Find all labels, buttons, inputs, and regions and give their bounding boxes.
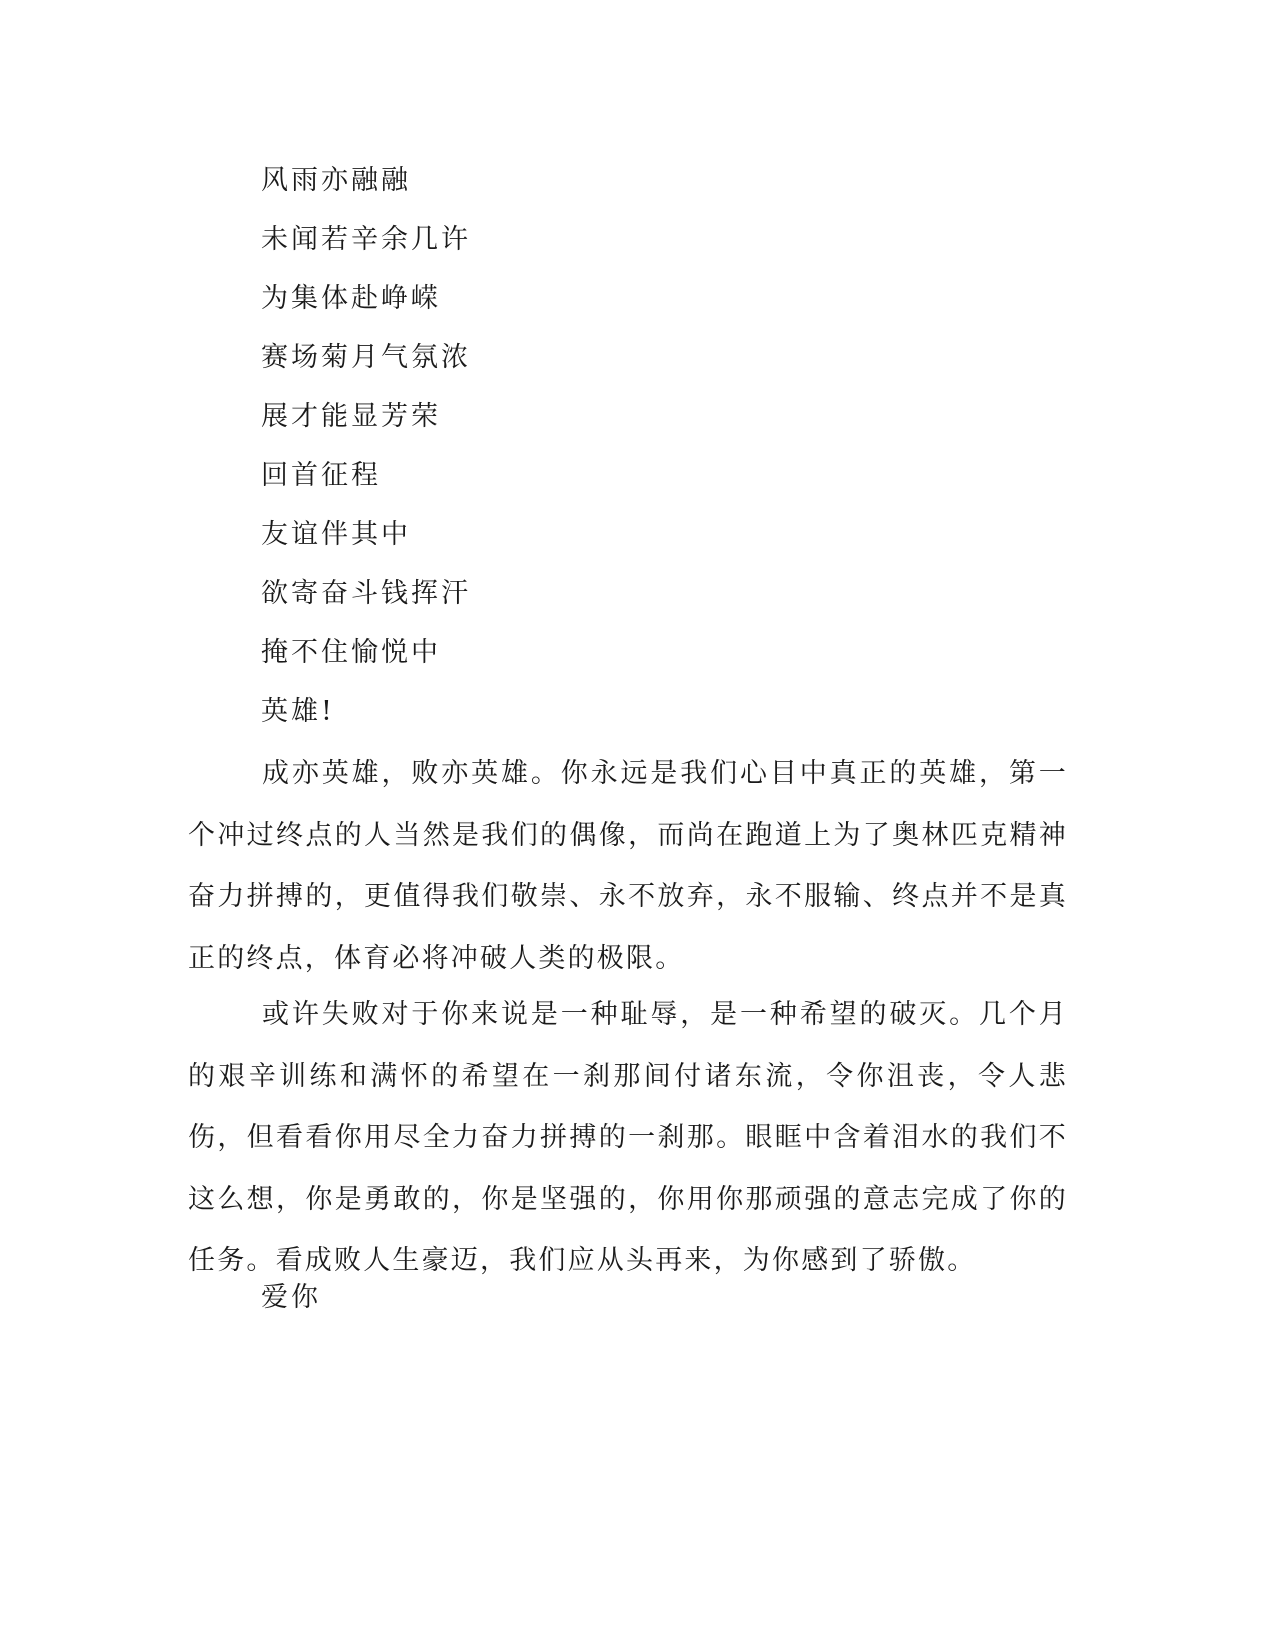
poem-line: 英雄! — [261, 696, 335, 727]
poem-line: 风雨亦融融 — [261, 165, 411, 196]
poem-line: 赛场菊月气氛浓 — [261, 342, 471, 373]
poem-line: 未闻若辛余几许 — [261, 224, 471, 255]
poem-line: 友谊伴其中 — [261, 519, 411, 550]
poem-line: 掩不住愉悦中 — [261, 637, 441, 668]
closing-line: 爱你 — [261, 1282, 321, 1313]
poem-line: 欲寄奋斗钱挥汗 — [261, 578, 471, 609]
body-paragraph: 或许失败对于你来说是一种耻辱，是一种希望的破灭。几个月的艰辛训练和满怀的希望在一刹那间付诸东流，令你沮丧，令人悲伤，但看看你用尽全力奋力拼搏的一刹那。眼眶中含着泪水的我们不这么想，你是勇敢的，你是坚强的，你用你那顽强的意志完成了你的任务。看成败人生豪迈，我们应从头再来，为你感到了骄傲。 — [188, 999, 1068, 1276]
poem-line: 展才能显芳荣 — [261, 401, 441, 432]
body-paragraph: 成亦英雄，败亦英雄。你永远是我们心目中真正的英雄，第一个冲过终点的人当然是我们的偶像，而尚在跑道上为了奥林匹克精神奋力拼搏的，更值得我们敬崇、永不放弃，永不服输、终点并不是真正的终点，体育必将冲破人类的极限。 — [188, 758, 1068, 974]
poem-line: 为集体赴峥嵘 — [261, 283, 441, 314]
poem-line: 回首征程 — [261, 460, 381, 491]
